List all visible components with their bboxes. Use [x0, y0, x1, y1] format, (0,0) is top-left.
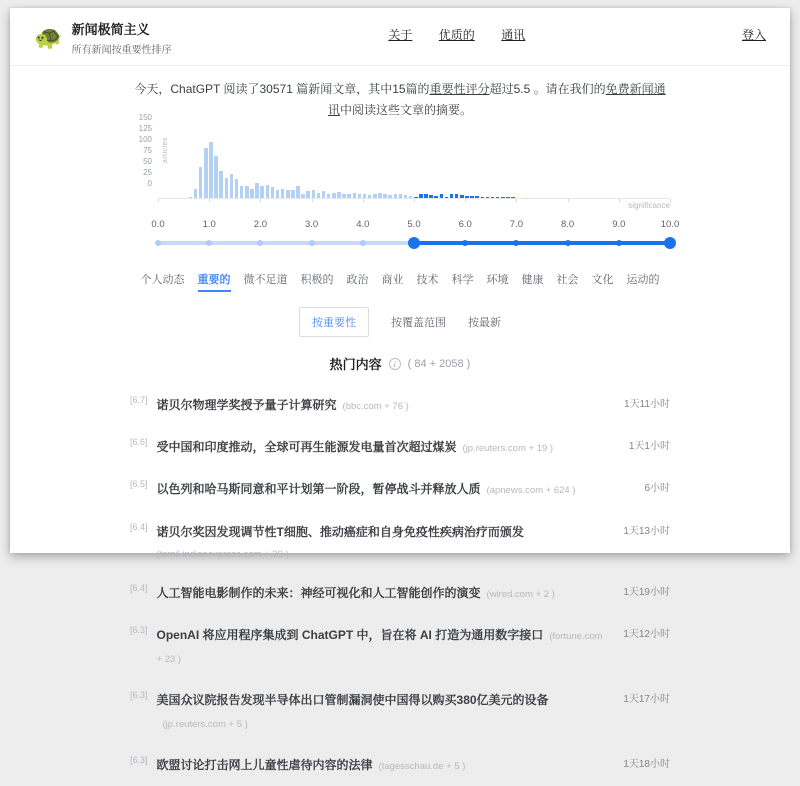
article-title[interactable]: 以色列和哈马斯同意和平计划第一阶段，暂停战斗并释放人质: [156, 482, 481, 497]
x-axis-tick: [260, 199, 261, 202]
article-source[interactable]: (tagesschau.de + 5 ): [378, 761, 466, 773]
slider-tick-label: 10.0: [660, 219, 680, 230]
tab-trivial[interactable]: 微不足道: [243, 274, 288, 286]
histogram-bar: [486, 197, 490, 198]
significance-score: [6.4]: [130, 582, 148, 593]
histogram-bar: [501, 197, 505, 198]
histogram-bar: [394, 194, 398, 198]
y-axis-tick: 125: [138, 124, 152, 133]
header: [10, 8, 790, 66]
histogram-bar: [496, 197, 500, 198]
main-content: [130, 79, 680, 786]
turtle-globe-logo-icon: 🐢: [34, 24, 63, 50]
tab-positive[interactable]: 积极的: [300, 274, 334, 286]
category-tabs: [130, 271, 670, 292]
histogram-bar: [255, 183, 259, 198]
popular-count: ( 84 + 2058 ): [407, 357, 471, 370]
histogram-bar: [455, 194, 459, 198]
article-row[interactable]: [130, 743, 670, 785]
article-row[interactable]: [130, 510, 670, 571]
slider-step-dot: [206, 240, 212, 246]
histogram-bar: [511, 197, 515, 198]
page-card: [10, 8, 790, 773]
x-axis-label: significance: [628, 201, 670, 210]
histogram-bar: [342, 194, 346, 198]
y-axis-label: articles: [162, 137, 169, 164]
histogram-bar: [266, 185, 270, 198]
histogram-bar: [189, 197, 193, 198]
x-axis-tick: [312, 199, 313, 202]
article-source[interactable]: (jp.reuters.com + 19 ): [462, 443, 554, 455]
tab-society[interactable]: 社会: [556, 274, 579, 286]
histogram-bar: [204, 148, 208, 198]
histogram-bar: [419, 194, 423, 198]
slider-step-dot: [360, 240, 366, 246]
histogram-bar: [445, 197, 449, 198]
histogram-bar: [414, 197, 418, 198]
x-axis-tick: [414, 199, 415, 202]
tab-tech[interactable]: 技术: [416, 274, 439, 286]
slider-tick-label: 5.0: [407, 219, 421, 230]
histogram-bar: [322, 191, 326, 198]
histogram-bar: [470, 196, 474, 198]
article-row[interactable]: [130, 425, 670, 467]
article-age: 1天11小时: [624, 399, 670, 410]
significance-score: [6.5]: [130, 479, 148, 490]
article-source[interactable]: (tamil.indianexpress.com + 39 ): [156, 548, 289, 560]
histogram-bar: [312, 190, 316, 198]
article-source[interactable]: (bbc.com + 76 ): [342, 401, 409, 412]
slider-step-dot: [309, 240, 315, 246]
nav-about-link[interactable]: 关于: [388, 28, 413, 42]
tab-significant[interactable]: 重要的: [198, 271, 231, 292]
y-axis-tick: 100: [138, 135, 152, 144]
histogram-bar: [230, 174, 234, 198]
histogram-bar: [271, 187, 275, 198]
significance-score: [6.6]: [130, 437, 148, 448]
slider-tick-label: 2.0: [253, 219, 267, 230]
slider-tick-label: 6.0: [458, 219, 472, 230]
x-axis-tick: [158, 199, 159, 202]
histogram-yaxis: [132, 113, 154, 199]
histogram-bar: [317, 193, 321, 198]
x-axis-tick: [516, 199, 517, 202]
slider-step-dot: [155, 240, 161, 246]
intro-text: [134, 79, 666, 121]
significance-score: [6.3]: [130, 755, 148, 766]
slider-tick-label: 4.0: [356, 219, 370, 230]
article-source[interactable]: (fortune.com + 23 ): [156, 630, 603, 665]
significance-score-link[interactable]: 重要性评分: [429, 82, 490, 96]
tab-personal-feed[interactable]: 个人动态: [140, 274, 185, 286]
histogram-bar: [245, 186, 249, 198]
tab-health[interactable]: 健康: [521, 274, 544, 286]
y-axis-tick: 75: [143, 146, 152, 155]
sort-options: [130, 307, 670, 337]
intro-part1: 今天，ChatGPT 阅读了30571 篇新闻文章，其中15篇的: [134, 82, 430, 96]
histogram-bar: [332, 193, 336, 198]
article-age: 1天18小时: [623, 759, 670, 771]
y-axis-tick: 150: [138, 113, 152, 122]
slider-step-dot: [565, 240, 571, 246]
article-title[interactable]: 诺贝尔物理学奖授予量子计算研究: [156, 398, 337, 412]
slider-tick-label: 7.0: [509, 219, 523, 230]
nav-premium-link[interactable]: 优质的: [438, 28, 475, 42]
x-axis-tick: [209, 199, 210, 202]
histogram-bar: [286, 190, 290, 198]
article-title[interactable]: 美国众议院报告发现半导体出口管制漏洞使中国得以购买380亿美元的设备: [156, 693, 549, 708]
tab-culture[interactable]: 文化: [591, 274, 614, 286]
article-source[interactable]: (wired.com + 2 ): [486, 588, 555, 600]
histogram-bar: [281, 189, 285, 198]
sort-by-coverage-button[interactable]: 按覆盖范围: [391, 314, 446, 330]
histogram-bar: [424, 194, 428, 198]
histogram-bar: [306, 191, 310, 198]
article-title[interactable]: 诺贝尔奖因发现调节性T细胞、推动癌症和自身免疫性疾病治疗而颁发: [156, 524, 524, 539]
tab-business[interactable]: 商业: [381, 274, 404, 286]
histogram-bar: [240, 186, 244, 198]
nav-newsletter-link[interactable]: 通讯: [501, 28, 526, 42]
histogram-bar: [214, 156, 218, 198]
article-title[interactable]: 欧盟讨论打击网上儿童性虐待内容的法律: [156, 758, 373, 773]
histogram-bar: [327, 194, 331, 198]
intro-part2: 超过5.5 。请在我们的: [489, 82, 606, 96]
slider-track-active[interactable]: [414, 241, 670, 245]
slider-tick-label: 1.0: [202, 219, 216, 230]
histogram-bar: [368, 195, 372, 198]
x-axis-tick: [363, 199, 364, 202]
article-age: 1天1小时: [628, 441, 670, 453]
article-age: 6小时: [644, 483, 670, 495]
y-axis-tick: 25: [143, 168, 152, 177]
slider-tick-label: 8.0: [560, 219, 575, 230]
article-age: 1天19小时: [623, 586, 670, 598]
slider-step-dot: [462, 240, 468, 246]
histogram-bar: [383, 194, 387, 198]
y-axis-tick: 50: [143, 157, 152, 166]
article-title[interactable]: 人工智能电影制作的未来：神经可视化和人工智能创作的演变: [156, 585, 481, 600]
histogram-bar: [296, 186, 300, 198]
significance-score: [6.3]: [130, 624, 148, 635]
sort-by-significance-button[interactable]: 按重要性: [299, 307, 369, 337]
article-age: 1天17小时: [623, 694, 670, 706]
article-source[interactable]: (apnews.com + 624 ): [486, 485, 576, 497]
free-newsletter-link[interactable]: 免费新闻通讯: [327, 82, 666, 117]
site-subtitle: 所有新闻按重要性排序: [71, 45, 172, 56]
histogram-bar: [506, 197, 510, 198]
x-axis-tick: [465, 199, 466, 202]
histogram-bar: [260, 186, 264, 198]
histogram-bar: [460, 195, 464, 198]
popular-title: 热门内容: [329, 357, 382, 372]
slider-track-inactive[interactable]: [158, 241, 414, 245]
histogram-bar: [209, 142, 213, 198]
brand[interactable]: [34, 19, 172, 56]
histogram-bar: [337, 192, 341, 198]
info-icon[interactable]: i: [389, 358, 401, 370]
histogram-bar: [291, 190, 295, 198]
histogram-bar: [235, 179, 239, 198]
article-source[interactable]: (jp.reuters.com + 5 ): [162, 719, 248, 731]
x-axis-tick: [670, 199, 671, 202]
histogram-bar: [475, 196, 479, 198]
significance-range-slider[interactable]: [151, 217, 680, 259]
site-title: 新闻极简主义: [71, 22, 150, 37]
significance-histogram: [138, 113, 670, 213]
histogram-bar: [199, 167, 203, 198]
histogram-bar: [481, 197, 485, 198]
histogram-bar: [404, 195, 408, 198]
popular-heading: [130, 354, 670, 373]
x-axis-tick: [568, 199, 569, 202]
histogram-bar: [194, 189, 198, 198]
article-title[interactable]: 受中国和印度推动，全球可再生能源发电量首次超过煤炭: [156, 440, 457, 455]
histogram-bar: [465, 196, 469, 198]
histogram-bar: [409, 196, 413, 198]
significance-score: [6.4]: [130, 521, 148, 532]
histogram-bar: [399, 194, 403, 198]
article-age: 1天12小时: [623, 628, 670, 640]
article-row[interactable]: [130, 383, 670, 425]
article-row[interactable]: [130, 467, 670, 509]
histogram-bar: [301, 194, 305, 198]
login-link[interactable]: 登入: [741, 28, 766, 42]
article-title[interactable]: OpenAI 将应用程序集成到 ChatGPT 中，旨在将 AI 打造为通用数字接口: [156, 627, 544, 642]
histogram-bar: [250, 189, 254, 198]
tab-politics[interactable]: 政治: [346, 274, 369, 286]
article-list: [130, 383, 670, 786]
slider-tick-label: 9.0: [612, 219, 626, 230]
histogram-bar: [491, 197, 495, 198]
slider-tick-label: 0.0: [151, 219, 165, 230]
slider-tick-label: 3.0: [304, 219, 319, 230]
tab-sports[interactable]: 运动的: [626, 274, 660, 286]
article-age: 1天13小时: [623, 525, 670, 537]
histogram-bar: [434, 196, 438, 198]
x-axis-tick: [619, 199, 620, 202]
article-row[interactable]: [130, 571, 670, 613]
y-axis-tick: 0: [147, 179, 152, 188]
tab-science[interactable]: 科学: [451, 274, 474, 286]
histogram-bar: [276, 190, 280, 198]
histogram-bar: [358, 194, 362, 198]
header-nav: [377, 26, 536, 44]
significance-score: [6.3]: [130, 690, 148, 701]
histogram-bar: [225, 178, 229, 198]
slider-step-dot: [257, 240, 263, 246]
histogram-bar: [440, 194, 444, 198]
tab-environment[interactable]: 环境: [486, 274, 509, 286]
article-row[interactable]: [130, 613, 670, 678]
histogram-bar: [363, 194, 367, 198]
slider-step-dot: [513, 240, 519, 246]
slider-step-dot: [616, 240, 622, 246]
slider-handle[interactable]: [664, 237, 676, 249]
histogram-bar: [347, 194, 351, 198]
histogram-bar: [450, 194, 454, 198]
histogram-plot: [158, 133, 670, 199]
histogram-bar: [429, 195, 433, 198]
sort-by-latest-button[interactable]: 按最新: [468, 314, 501, 330]
significance-score: [6.7]: [130, 395, 148, 405]
slider-handle[interactable]: [408, 237, 420, 249]
histogram-bar: [378, 193, 382, 198]
histogram-bar: [219, 171, 223, 198]
intro-part3: 中阅读这些文章的摘要。: [340, 103, 473, 117]
histogram-bar: [388, 195, 392, 198]
histogram-bar: [353, 193, 357, 198]
histogram-bar: [373, 194, 377, 198]
article-row[interactable]: [130, 678, 670, 743]
